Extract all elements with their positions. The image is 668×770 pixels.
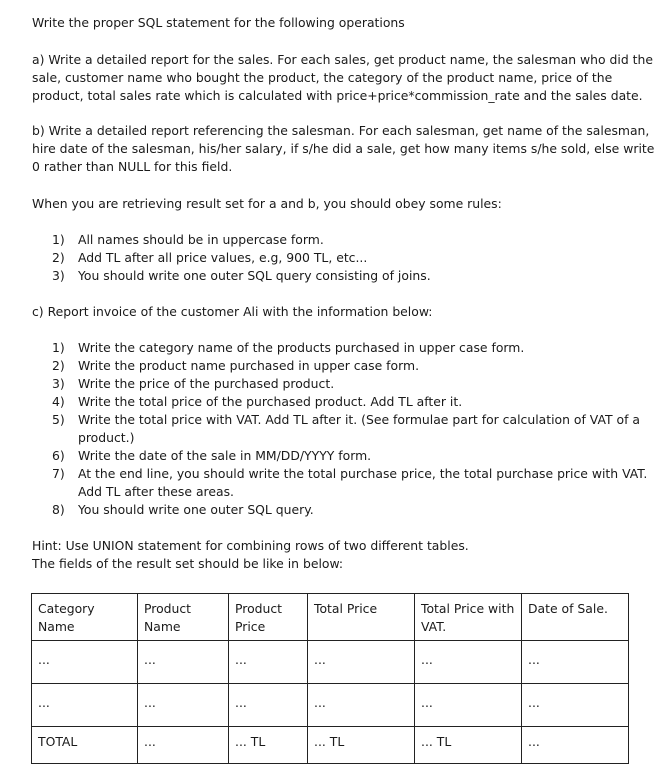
rule-number: 3) — [52, 268, 65, 283]
rule-item — [52, 249, 431, 267]
c-item-text: Write the category name of the products purchased in upper case form. — [78, 340, 525, 355]
table-cell-total-label: TOTAL — [32, 727, 138, 764]
part-a-line-2: sale, customer name who bought the product, the category of the product name, price of the — [32, 70, 613, 85]
table-cell: ... — [522, 727, 629, 764]
table-row — [32, 641, 629, 684]
c-item-text: You should write one outer SQL query. — [78, 502, 314, 517]
c-item-text: Write the total price with VAT. Add TL after it. (See formulae part for calculation of VAT of a — [78, 412, 640, 427]
table-cell: ... — [415, 641, 522, 684]
c-item-number: 3) — [52, 376, 65, 391]
table-cell: ... — [415, 684, 522, 727]
table-total-row — [32, 727, 629, 764]
rule-text: All names should be in uppercase form. — [78, 232, 324, 247]
part-b-line-2: hire date of the salesman, his/her salary, if s/he did a sale, get how many items s/he sold, else write — [32, 141, 655, 156]
header-text: Total Price — [314, 601, 378, 616]
c-item-number: 5) — [52, 412, 65, 427]
header-product-name — [138, 594, 229, 641]
rule-item — [52, 267, 431, 285]
table-cell: ... — [229, 684, 308, 727]
hint-line-2: The fields of the result set should be like in below: — [32, 556, 344, 571]
part-a-line-1: a) Write a detailed report for the sales. For each sales, get product name, the salesman who did the — [32, 52, 653, 67]
header-text: Product — [235, 601, 283, 616]
table-cell: ... — [522, 684, 629, 727]
table-cell: ... — [522, 641, 629, 684]
table-row — [32, 684, 629, 727]
c-item-text-cont: product.) — [78, 430, 135, 445]
intro-text: Write the proper SQL statement for the following operations — [32, 15, 405, 30]
c-item-text: Write the date of the sale in MM/DD/YYYY form. — [78, 448, 372, 463]
table-cell: ... — [138, 727, 229, 764]
rules-intro: When you are retrieving result set for a and b, you should obey some rules: — [32, 196, 502, 211]
part-c-title: c) Report invoice of the customer Ali with the information below: — [32, 304, 433, 319]
rule-number: 1) — [52, 232, 65, 247]
c-item-number: 1) — [52, 340, 65, 355]
table-header-row — [32, 594, 629, 641]
header-date-of-sale — [522, 594, 629, 641]
header-total-price-vat — [415, 594, 522, 641]
c-item-number: 6) — [52, 448, 65, 463]
table-cell: ... — [138, 684, 229, 727]
table-cell: ... — [308, 684, 415, 727]
c-item-number: 4) — [52, 394, 65, 409]
c-item-text-cont: Add TL after these areas. — [78, 484, 234, 499]
table-cell: ... TL — [415, 727, 522, 764]
result-set-table — [31, 593, 629, 764]
part-c-list — [52, 339, 647, 519]
header-text: Date of Sale. — [528, 601, 608, 616]
c-item — [52, 501, 647, 519]
header-category-name — [32, 594, 138, 641]
c-item — [52, 411, 647, 447]
c-item — [52, 375, 647, 393]
table-cell: ... — [138, 641, 229, 684]
header-text: VAT. — [421, 619, 447, 634]
table-cell: ... TL — [229, 727, 308, 764]
rules-list — [52, 231, 431, 285]
c-item — [52, 393, 647, 411]
c-item-text: Write the price of the purchased product. — [78, 376, 335, 391]
table-cell: ... TL — [308, 727, 415, 764]
c-item-number: 8) — [52, 502, 65, 517]
header-text: Product — [144, 601, 192, 616]
part-b-line-1: b) Write a detailed report referencing the salesman. For each salesman, get name of the salesman, — [32, 123, 650, 138]
header-text: Category Name — [38, 601, 95, 634]
table-cell: ... — [32, 641, 138, 684]
part-a-line-3: product, total sales rate which is calculated with price+price*commission_rate and the sales date. — [32, 88, 643, 103]
c-item — [52, 357, 647, 375]
header-total-price — [308, 594, 415, 641]
hint-line-1: Hint: Use UNION statement for combining rows of two different tables. — [32, 538, 469, 553]
rule-text: You should write one outer SQL query consisting of joins. — [78, 268, 431, 283]
c-item-text: Write the total price of the purchased product. Add TL after it. — [78, 394, 463, 409]
c-item — [52, 465, 647, 501]
rule-text: Add TL after all price values, e.g, 900 TL, etc... — [78, 250, 368, 265]
header-text: Price — [235, 619, 266, 634]
c-item — [52, 339, 647, 357]
part-b-line-3: 0 rather than NULL for this field. — [32, 159, 233, 174]
table-cell: ... — [32, 684, 138, 727]
c-item — [52, 447, 647, 465]
rule-number: 2) — [52, 250, 65, 265]
c-item-number: 2) — [52, 358, 65, 373]
header-product-price — [229, 594, 308, 641]
header-text: Total Price with — [421, 601, 515, 616]
c-item-text: Write the product name purchased in upper case form. — [78, 358, 420, 373]
header-text: Name — [144, 619, 181, 634]
c-item-text: At the end line, you should write the total purchase price, the total purchase price with VAT. — [78, 466, 648, 481]
rule-item — [52, 231, 431, 249]
table-cell: ... — [229, 641, 308, 684]
c-item-number: 7) — [52, 466, 65, 481]
table-cell: ... — [308, 641, 415, 684]
